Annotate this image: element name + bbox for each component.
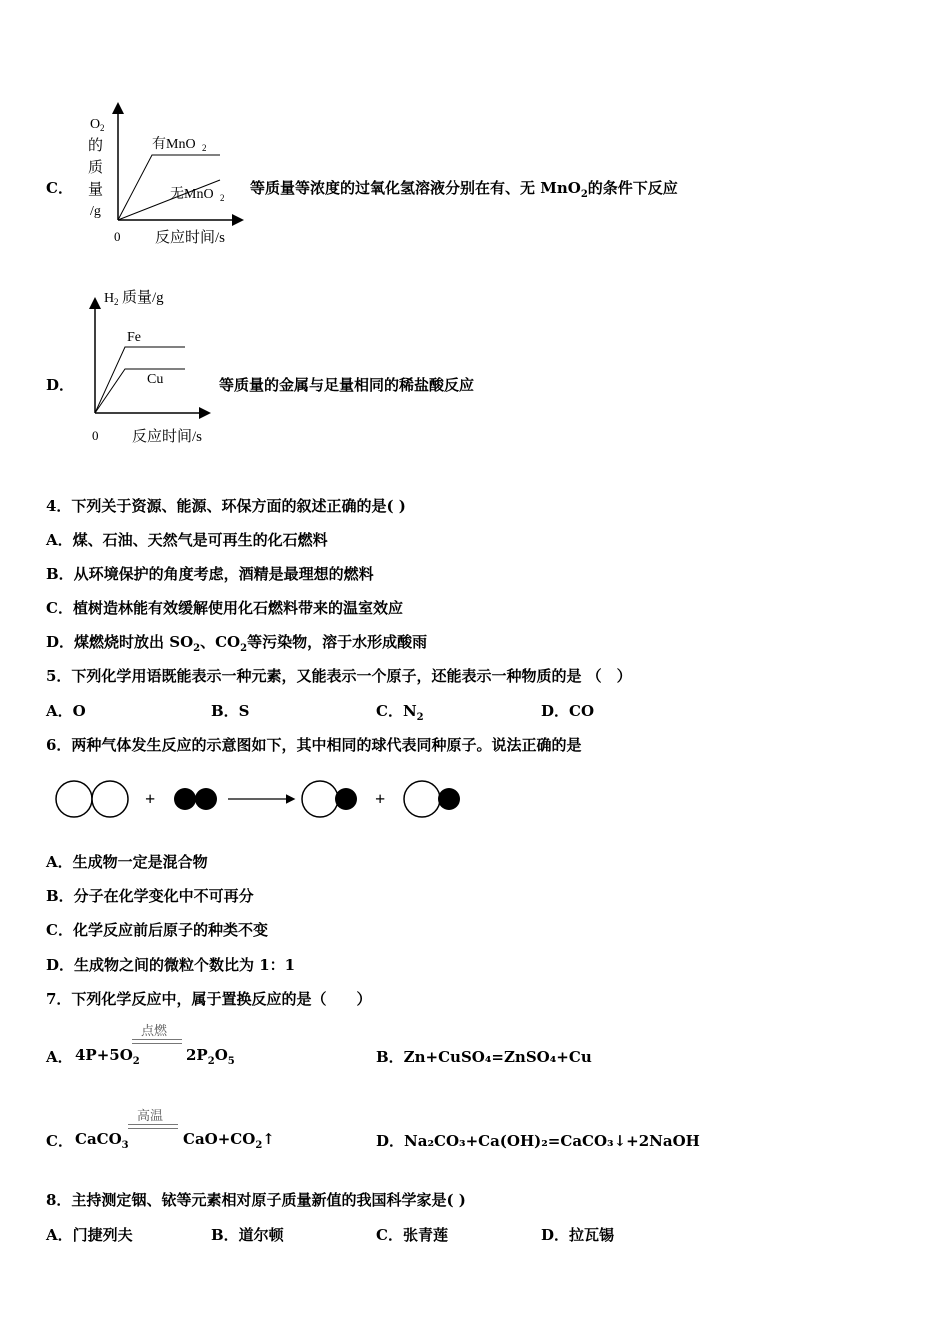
black-atom — [195, 788, 217, 810]
q4-option-b: B．从环境保护的角度考虑，酒精是最理想的燃料 — [46, 565, 374, 583]
line-fe — [95, 347, 185, 413]
q7-option-c-letter: C． — [46, 1132, 73, 1150]
q8-option-c: C．张青莲 — [376, 1226, 448, 1244]
q6-option-c: C．化学反应前后原子的种类不变 — [46, 921, 268, 939]
label-cu: Cu — [147, 372, 164, 387]
q7-option-c-right: $CaO+CO_2↑$ — [183, 1130, 275, 1151]
q7-option-a-double-line — [132, 1039, 182, 1044]
q8-option-b: B．道尔顿 — [211, 1226, 284, 1244]
white-atom — [56, 781, 92, 817]
q6-option-d: D．生成物之间的微粒个数比为 1：1 — [46, 956, 296, 974]
label-without-mno2-sub: 2 — [220, 193, 225, 203]
white-atom — [404, 781, 440, 817]
y-label-o: O — [90, 117, 101, 132]
q3-option-c-graph — [80, 100, 245, 250]
q6-reaction-diagram — [50, 775, 470, 825]
plus-sign-2: + — [375, 789, 386, 809]
x-axis-label: 反应时间/s — [132, 429, 203, 445]
x-axis-label: 反应时间/s — [155, 230, 226, 246]
q3-option-d-letter: D． — [46, 376, 75, 394]
q3-option-c-text: 等质量等浓度的过氧化氢溶液分别在有、无 MnO$_2$的条件下反应 — [250, 179, 678, 200]
q6-option-b: B．分子在化学变化中不可再分 — [46, 887, 254, 905]
q6-option-a: A．生成物一定是混合物 — [46, 853, 208, 871]
y-label-o-sub: 2 — [100, 123, 105, 133]
q4-option-c: C．植树造林能有效缓解使用化石燃料带来的温室效应 — [46, 599, 403, 617]
q7-option-a-right: $2P_2O_5$ — [186, 1046, 235, 1067]
black-atom — [335, 788, 357, 810]
q5-stem: 5．下列化学用语既能表示一种元素，又能表示一个原子，还能表示一种物质的是 （ ） — [46, 667, 632, 685]
q7-option-d: D．Na₂CO₃+Ca(OH)₂=CaCO₃↓+2NaOH — [376, 1132, 700, 1150]
y-label-h-sub: 2 — [114, 297, 119, 307]
label-with-mno2-sub: 2 — [202, 143, 207, 153]
y-label-unit: /g — [90, 204, 101, 219]
q7-option-a-condition: 点燃 — [141, 1023, 168, 1038]
q8-option-d: D．拉瓦锡 — [541, 1226, 615, 1244]
y-label-h: H — [104, 291, 115, 306]
q5-option-c: C．$N_2$ — [376, 702, 424, 723]
origin-label: 0 — [114, 229, 121, 244]
line-cu — [95, 369, 185, 413]
q3-option-d-text: 等质量的金属与足量相同的稀盐酸反应 — [219, 376, 475, 394]
q7-option-a-left: $4P+5O_2$ — [75, 1046, 140, 1067]
q8-option-a: A．门捷列夫 — [46, 1226, 133, 1244]
label-without-mno2: 无MnO — [170, 187, 214, 202]
white-atom — [92, 781, 128, 817]
q7-option-c-left: CaCO$_3$ — [75, 1130, 129, 1151]
q5-option-b: B．S — [211, 702, 250, 720]
q7-option-b: B．Zn+CuSO₄=ZnSO₄+Cu — [376, 1048, 592, 1066]
q4-option-d: D．煤燃烧时放出 $SO_2$、$CO_2$等污染物，溶于水形成酸雨 — [46, 633, 428, 654]
y-label-zhi: 质 — [88, 160, 104, 176]
q5-option-a: A．O — [46, 702, 86, 720]
label-fe: Fe — [127, 330, 141, 345]
q4-stem: 4．下列关于资源、能源、环保方面的叙述正确的是( ) — [46, 497, 406, 515]
y-label-liang: 量 — [88, 182, 104, 198]
black-atom — [438, 788, 460, 810]
white-atom — [302, 781, 338, 817]
origin-label: 0 — [92, 428, 99, 443]
q3-option-d-graph — [80, 285, 235, 450]
q7-option-c-condition: 高温 — [137, 1108, 164, 1123]
label-with-mno2: 有MnO — [152, 137, 196, 152]
q4-option-a: A．煤、石油、天然气是可再生的化石燃料 — [46, 531, 328, 549]
q3-option-c-letter: C． — [46, 179, 73, 197]
black-atom — [174, 788, 196, 810]
q8-stem: 8．主持测定铟、铱等元素相对原子质量新值的我国科学家是( ) — [46, 1191, 466, 1209]
q5-option-d: D．CO — [541, 702, 595, 720]
y-label-rest: 质量/g — [122, 290, 164, 306]
q7-option-a-letter: A． — [46, 1048, 73, 1066]
plus-sign-1: + — [145, 789, 156, 809]
q7-option-c-double-line — [128, 1124, 178, 1129]
y-label-de: 的 — [88, 138, 104, 154]
q6-stem: 6．两种气体发生反应的示意图如下，其中相同的球代表同种原子。说法正确的是 — [46, 736, 582, 754]
q7-stem: 7．下列化学反应中，属于置换反应的是（ ） — [46, 990, 372, 1008]
